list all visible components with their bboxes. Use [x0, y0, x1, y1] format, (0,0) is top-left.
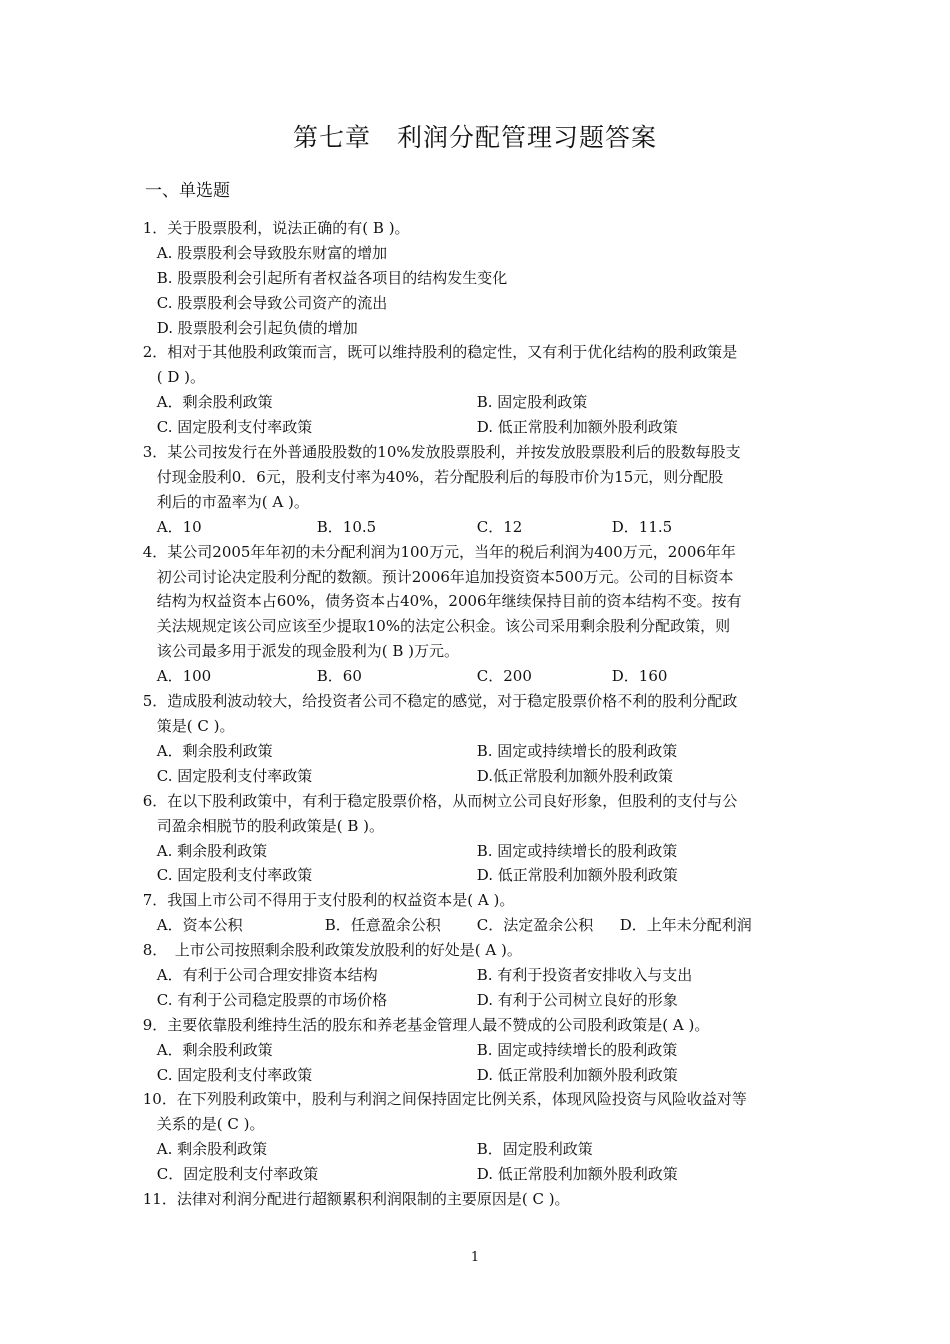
- answer-option: B．10.5: [316, 517, 377, 536]
- question-stem: 2．相对于其他股利政策而言，既可以维持股利的稳定性，又有利于优化结构的股利政策是: [142, 343, 738, 362]
- answer-option: D. 低正常股利加额外股利政策: [476, 1065, 678, 1084]
- answer-option: A．资本公积: [156, 916, 243, 935]
- question-item: [142, 789, 810, 889]
- answer-option: B. 固定股利政策: [476, 393, 588, 412]
- answer-option: D.低正常股利加额外股利政策: [476, 766, 674, 785]
- answer-option: D. 有利于公司树立良好的形象: [476, 990, 678, 1009]
- option-row: [145, 863, 810, 888]
- option-row: [145, 241, 810, 266]
- option-row: [145, 1162, 810, 1187]
- option-row: [145, 913, 810, 938]
- answer-option: B．60: [316, 667, 362, 686]
- question-stem: 6．在以下股利政策中，有利于稳定股票价格，从而树立公司良好形象，但股利的支付与公: [142, 791, 738, 810]
- answer-option: C．200: [476, 667, 532, 686]
- answer-option: B. 股票股利会引起所有者权益各项目的结构发生变化: [156, 268, 508, 287]
- answer-option: D．160: [611, 667, 668, 686]
- option-row: [145, 963, 810, 988]
- answer-option: D. 低正常股利加额外股利政策: [476, 418, 678, 437]
- option-row: [145, 988, 810, 1013]
- question-item: [142, 216, 810, 340]
- answer-option: C. 股票股利会导致公司资产的流出: [156, 293, 388, 312]
- answer-option: C．固定股利支付率政策: [156, 1165, 319, 1184]
- answer-option: C. 固定股利支付率政策: [156, 418, 313, 437]
- question-stem-continuation: 初公司讨论决定股利分配的数额。预计2006年追加投资资本500万元。公司的目标资本: [156, 567, 734, 586]
- answer-option: A．剩余股利政策: [156, 393, 273, 412]
- answer-option: A．剩余股利政策: [156, 741, 273, 760]
- answer-option: B．固定股利政策: [476, 1140, 593, 1159]
- question-stem: 10．在下列股利政策中，股利与利润之间保持固定比例关系，体现风险投资与风险收益对等: [142, 1090, 747, 1109]
- question-stem: 8． 上市公司按照剩余股利政策发放股利的好处是( A )。: [142, 941, 522, 960]
- question-item: [142, 689, 810, 789]
- answer-option: D. 低正常股利加额外股利政策: [476, 1165, 678, 1184]
- answer-option: A．10: [156, 517, 202, 536]
- answer-option: C. 有利于公司稳定股票的市场价格: [156, 990, 388, 1009]
- answer-option: A．剩余股利政策: [156, 1040, 273, 1059]
- answer-option: C．法定盈余公积: [476, 916, 594, 935]
- answer-option: A. 股票股利会导致股东财富的增加: [156, 243, 388, 262]
- question-item: [142, 540, 810, 689]
- question-item: [142, 1087, 810, 1187]
- option-row: [145, 739, 810, 764]
- question-stem-continuation: 付现金股利0．6元，股利支付率为40%，若分配股利后的每股市价为15元，则分配股: [156, 467, 724, 486]
- page-title: 第七章 利润分配管理习题答案: [292, 123, 657, 152]
- option-row: [145, 1063, 810, 1088]
- question-stem: 7．我国上市公司不得用于支付股利的权益资本是( A )。: [142, 891, 515, 910]
- answer-option: D．上年未分配利润: [619, 916, 752, 935]
- answer-option: B. 固定或持续增长的股利政策: [476, 1040, 678, 1059]
- option-row: [145, 291, 810, 316]
- question-stem: 5．造成股利波动较大，给投资者公司不稳定的感觉，对于稳定股票价格不利的股利分配政: [142, 692, 738, 711]
- option-row: [145, 839, 810, 864]
- answer-option: C. 固定股利支付率政策: [156, 1065, 313, 1084]
- question-item: [142, 1187, 810, 1212]
- option-row: [145, 1038, 810, 1063]
- answer-option: D. 股票股利会引起负债的增加: [156, 318, 358, 337]
- option-row: [145, 664, 810, 689]
- question-stem-continuation: 利后的市盈率为( A )。: [156, 492, 309, 511]
- answer-option: A．100: [156, 667, 212, 686]
- question-list: [142, 216, 810, 1212]
- answer-option: B．任意盈余公积: [324, 916, 441, 935]
- question-stem-continuation: ( D )。: [156, 368, 206, 387]
- question-item: [142, 340, 810, 440]
- question-stem: 1．关于股票股利，说法正确的有( B )。: [142, 219, 410, 237]
- question-stem-continuation: 策是( C )。: [156, 717, 235, 735]
- option-row: [145, 390, 810, 415]
- answer-option: C. 固定股利支付率政策: [156, 866, 313, 885]
- option-row: [145, 316, 810, 341]
- question-stem: 11．法律对利润分配进行超额累积利润限制的主要原因是( C )。: [142, 1190, 570, 1209]
- answer-option: B. 固定或持续增长的股利政策: [476, 841, 678, 860]
- option-row: [145, 415, 810, 440]
- option-row: [145, 515, 810, 540]
- question-item: [142, 1013, 810, 1088]
- option-row: [145, 764, 810, 789]
- question-stem-continuation: 结构为权益资本占60%，债务资本占40%，2006年继续保持目前的资本结构不变。按有: [156, 592, 742, 611]
- option-row: [145, 266, 810, 291]
- question-stem: 3．某公司按发行在外普通股股数的10%发放股票股利，并按发放股票股利后的股数每股支: [142, 443, 741, 462]
- question-stem-continuation: 关系的是( C )。: [156, 1115, 265, 1134]
- question-stem: 4．某公司2005年年初的未分配利润为100万元，当年的税后利润为400万元，2006年年: [142, 542, 736, 561]
- question-item: [142, 440, 810, 540]
- question-stem-continuation: 司盈余相脱节的股利政策是( B )。: [156, 816, 385, 835]
- answer-option: A. 剩余股利政策: [156, 841, 268, 860]
- answer-option: C. 固定股利支付率政策: [156, 766, 313, 785]
- answer-option: C．12: [476, 517, 523, 536]
- section-heading: 一、单选题: [145, 181, 230, 201]
- page-number: 1: [470, 1250, 480, 1265]
- question-stem: 9．主要依靠股利维持生活的股东和养老基金管理人最不赞成的公司股利政策是( A )。: [142, 1015, 710, 1034]
- answer-option: D. 低正常股利加额外股利政策: [476, 866, 678, 885]
- answer-option: A．有利于公司合理安排资本结构: [156, 965, 378, 984]
- answer-option: B. 有利于投资者安排收入与支出: [476, 965, 693, 984]
- option-row: [145, 1137, 810, 1162]
- question-stem-continuation: 该公司最多用于派发的现金股利为( B )万元。: [156, 642, 460, 661]
- question-item: [142, 938, 810, 1013]
- answer-option: D．11.5: [611, 517, 673, 536]
- answer-option: A. 剩余股利政策: [156, 1140, 268, 1159]
- question-item: [142, 888, 810, 938]
- answer-option: B. 固定或持续增长的股利政策: [476, 741, 678, 760]
- question-stem-continuation: 关法规规定该公司应该至少提取10%的法定公积金。该公司采用剩余股利分配政策，则: [156, 617, 731, 636]
